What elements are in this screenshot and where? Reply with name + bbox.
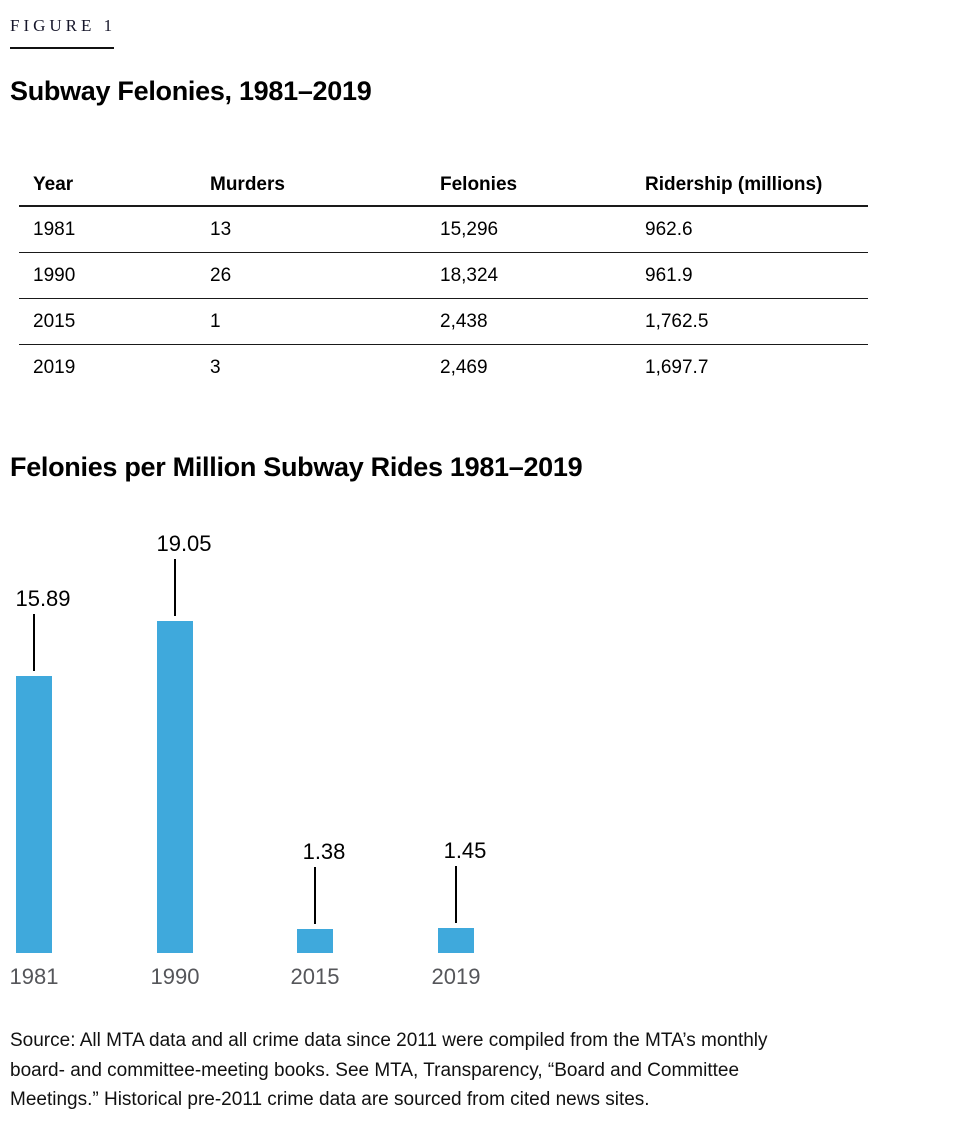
table-cell: 3 — [210, 356, 221, 378]
chart-title: Felonies per Million Subway Rides 1981–2019 — [10, 452, 583, 482]
table-cell: 26 — [210, 253, 440, 299]
figure-label-rule — [10, 47, 114, 49]
table-cell: 18,324 — [440, 253, 645, 299]
table-cell: 1 — [210, 299, 440, 345]
table-row — [19, 299, 868, 345]
bar-1981 — [16, 676, 52, 953]
table-cell: 2,438 — [440, 299, 645, 345]
table-column-header: Ridership (millions) — [645, 168, 868, 206]
table-cell: 2015 — [19, 299, 210, 345]
source-line: Source: All MTA data and all crime data since 2011 were compiled from the MTA’s monthly — [10, 1030, 768, 1051]
x-axis-label: 2019 — [431, 964, 481, 989]
table-cell: 1981 — [19, 206, 210, 253]
bar-1990 — [157, 621, 193, 953]
table-cell: 962.6 — [645, 206, 868, 253]
table-column-header: Year — [19, 168, 210, 206]
x-axis-label: 1981 — [9, 964, 59, 989]
source-line: Meetings.” Historical pre-2011 crime data are sourced from cited news sites. — [10, 1089, 650, 1110]
table-cell: 1,697.7 — [645, 356, 709, 378]
table-cell: 15,296 — [440, 206, 645, 253]
table-column-header: Murders — [210, 168, 440, 206]
x-axis-label: 1990 — [150, 964, 200, 989]
table-cell: 961.9 — [645, 253, 868, 299]
data-label-leader-line — [455, 866, 457, 923]
table-cell: 1990 — [19, 253, 210, 299]
source-line: board- and committee-meeting books. See MTA, Transparency, “Board and Committee — [10, 1059, 740, 1081]
table-cell: 13 — [210, 206, 440, 253]
bar-value-label: 1.45 — [443, 838, 487, 863]
bar-2019 — [438, 928, 474, 953]
table-row — [19, 345, 868, 391]
table-row — [19, 206, 868, 253]
data-label-leader-line — [33, 614, 35, 671]
subway-felonies-table — [19, 168, 868, 390]
x-axis-label: 2015 — [290, 964, 340, 989]
data-label-leader-line — [314, 867, 316, 924]
table-row — [19, 253, 868, 299]
source-note — [10, 1026, 910, 1115]
bar-value-label: 15.89 — [15, 586, 71, 611]
bar-value-label: 1.38 — [302, 839, 346, 864]
bar-value-label: 19.05 — [156, 531, 212, 556]
data-label-leader-line — [174, 559, 176, 616]
table-cell: 1,762.5 — [645, 299, 868, 345]
table-title: Subway Felonies, 1981–2019 — [10, 76, 372, 106]
table-cell: 2,469 — [440, 356, 488, 378]
table-cell: 2019 — [33, 356, 76, 378]
figure-label: FIGURE 1 — [10, 16, 117, 35]
table-header — [19, 168, 868, 206]
bar-2015 — [297, 929, 333, 953]
table-column-header: Felonies — [440, 168, 645, 206]
